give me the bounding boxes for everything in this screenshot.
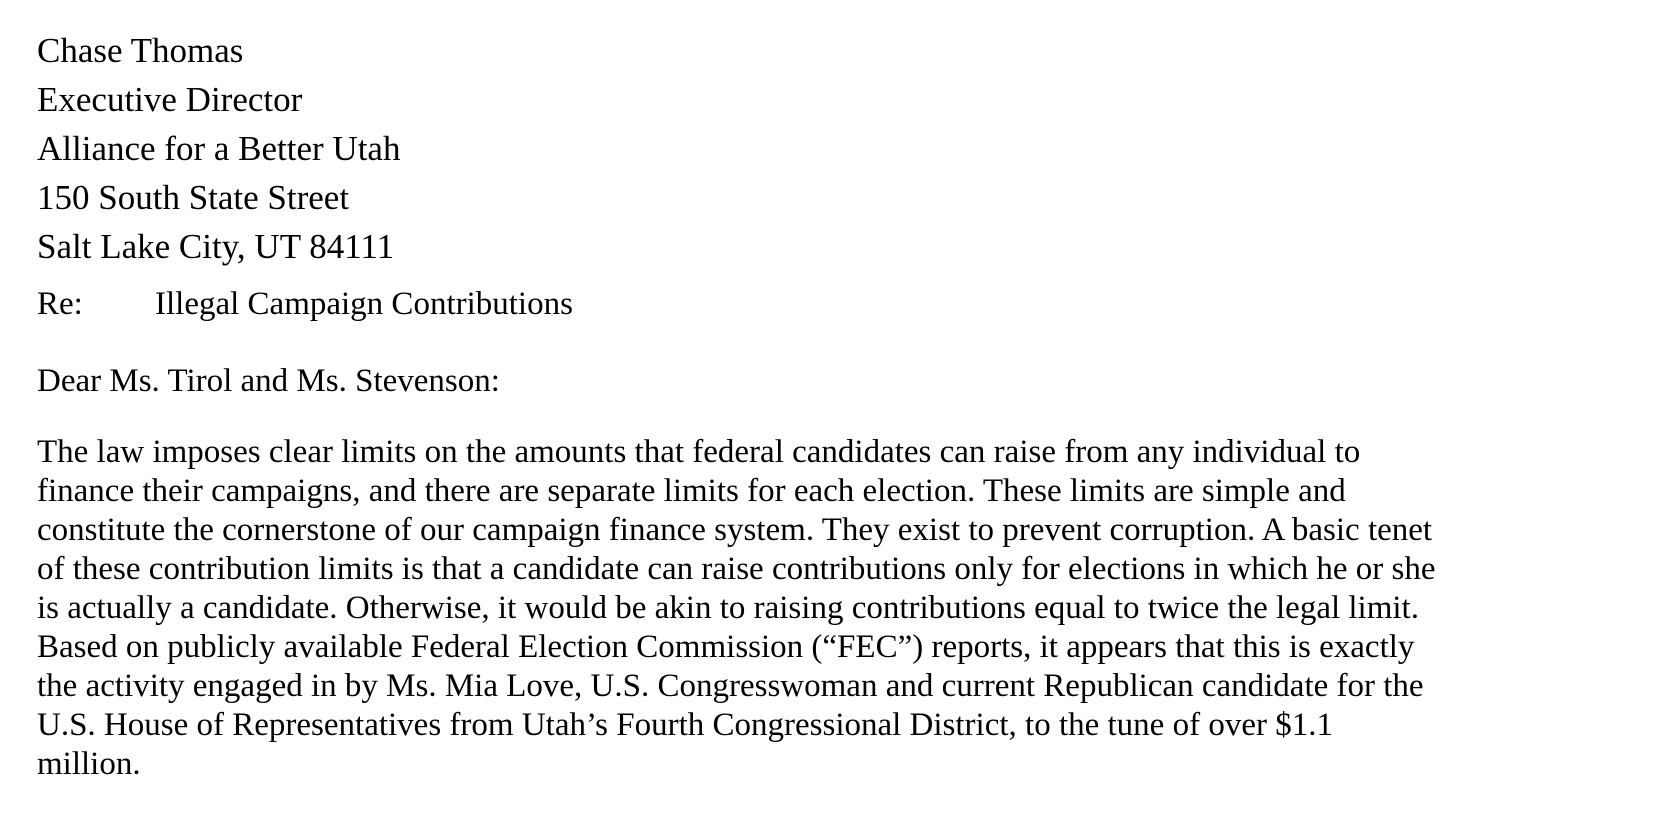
body-line: million. xyxy=(37,746,141,782)
body-line: The law imposes clear limits on the amounts that federal candidates can raise from any individual to xyxy=(37,434,1361,470)
subject-label: Re: xyxy=(37,286,83,322)
body-line: Based on publicly available Federal Election Commission (“FEC”) reports, it appears that this is exactly xyxy=(37,629,1415,665)
letter-page xyxy=(37,26,1637,784)
sender-organization: Alliance for a Better Utah xyxy=(37,129,401,168)
sender-title: Executive Director xyxy=(37,80,303,119)
body-line: is actually a candidate. Otherwise, it would be akin to raising contributions equal to twice the legal limit. xyxy=(37,590,1419,626)
subject-line xyxy=(37,280,1637,328)
salutation: Dear Ms. Tirol and Ms. Stevenson: xyxy=(37,363,500,399)
subject-text: Illegal Campaign Contributions xyxy=(155,286,573,322)
body-line: constitute the cornerstone of our campaign finance system. They exist to prevent corruption. A basic tenet xyxy=(37,512,1433,548)
body-line: U.S. House of Representatives from Utah’s Fourth Congressional District, to the tune of over $1.1 xyxy=(37,707,1333,743)
body-line: the activity engaged in by Ms. Mia Love, U.S. Congresswoman and current Republican candidate for the xyxy=(37,668,1424,704)
sender-street: 150 South State Street xyxy=(37,178,350,217)
sender-address-block xyxy=(37,26,1637,271)
body-line: finance their campaigns, and there are separate limits for each election. These limits are simple and xyxy=(37,473,1346,509)
sender-city-state-zip: Salt Lake City, UT 84111 xyxy=(37,227,395,266)
sender-name: Chase Thomas xyxy=(37,31,244,70)
body-line: of these contribution limits is that a candidate can raise contributions only for elections in which he or she xyxy=(37,551,1436,587)
body-paragraph xyxy=(37,433,1637,784)
